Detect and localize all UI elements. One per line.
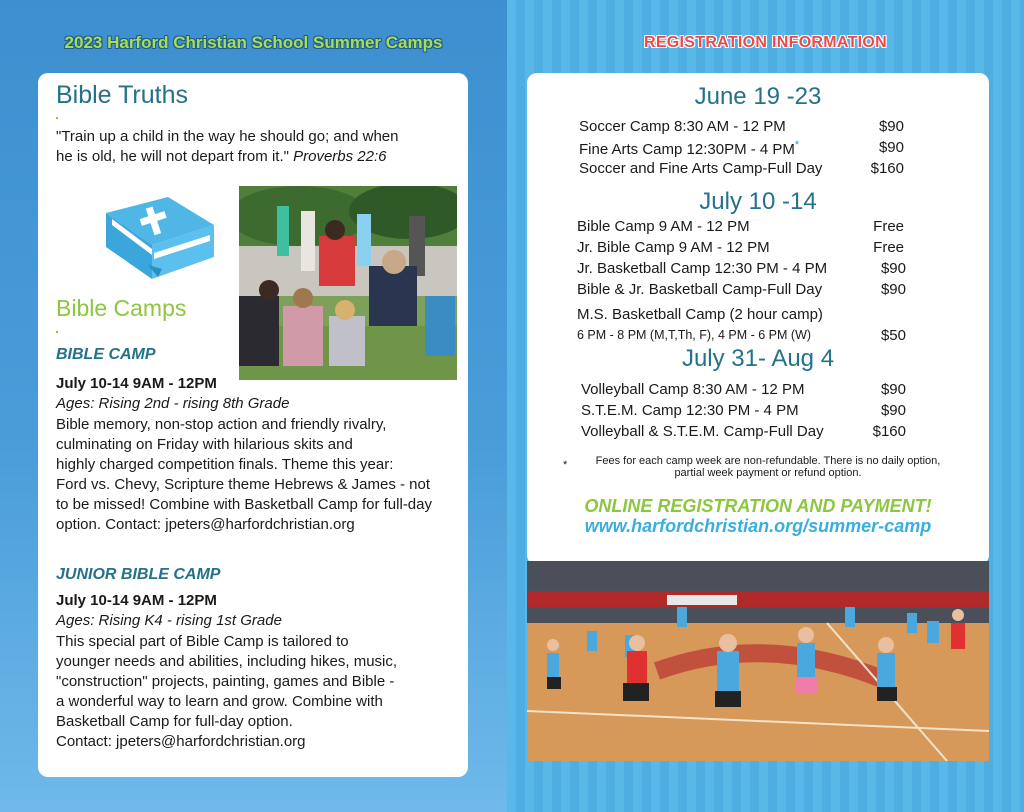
junior-camp-date: July 10-14 9AM - 12PM	[56, 592, 217, 609]
bible-camps-panel	[38, 73, 468, 777]
ms-basketball-camp: M.S. Basketball Camp (2 hour camp)	[577, 306, 823, 323]
week1-row-price: $160	[870, 160, 904, 177]
fees-note: Fees for each camp week are non-refundable. There is no daily option, partial week payment or refund option.	[595, 455, 941, 479]
week3-row-name: Volleyball Camp 8:30 AM - 12 PM	[581, 381, 805, 398]
junior-camp-ages: Ages: Rising K4 - rising 1st Grade	[56, 612, 282, 629]
bible-camp-description: Bible memory, non-stop action and friendly rivalry, culminating on Friday with hilarious skits and highly charged competition finals. Theme this year: Ford vs. Chevy, Scripture theme Hebrews & James - not to be missed! Combine with Basketball Camp for full-day option. Contact: jpeters@harfordchristian.org	[56, 416, 432, 533]
asterisk: *	[794, 139, 800, 151]
week2-row-price: Free	[873, 218, 904, 235]
online-registration-heading: ONLINE REGISTRATION AND PAYMENT!	[584, 496, 932, 516]
week3-row-name: S.T.E.M. Camp 12:30 PM - 4 PM	[581, 402, 799, 419]
registration-panel	[527, 73, 989, 565]
week1-row-name: Soccer and Fine Arts Camp-Full Day	[579, 160, 823, 177]
bible-camp-photo	[239, 186, 457, 380]
week1-row-name: Soccer Camp 8:30 AM - 12 PM	[579, 118, 786, 135]
week2-title: July 10 -14	[699, 188, 817, 215]
junior-camp-description: This special part of Bible Camp is tailored to younger needs and abilities, including hikes, music, "construction" projects, painting, games and Bible - a wonderful way to learn and grow. Combine with Basketball Camp for full-day option. Contact: jpeters@harfordchristian.org	[56, 633, 398, 750]
week3-row-price: $90	[880, 381, 906, 398]
divider-dot	[56, 117, 58, 119]
bible-camp-heading: BIBLE CAMP	[56, 346, 156, 363]
bible-camp-ages: Ages: Rising 2nd - rising 8th Grade	[56, 395, 290, 412]
week1-row-price: $90	[878, 139, 904, 156]
note-asterisk: *	[563, 459, 568, 471]
registration-url[interactable]: www.harfordchristian.org/summer-camp	[584, 516, 932, 536]
bible-camps-heading: Bible Camps	[56, 295, 187, 321]
week1-title: June 19 -23	[694, 83, 822, 110]
bible-truths-heading: Bible Truths	[56, 81, 189, 109]
ms-basketball-price: $50	[880, 327, 906, 344]
week3-title: July 31- Aug 4	[681, 345, 835, 372]
week2-row-price: $90	[880, 260, 906, 277]
scripture-reference: Proverbs 22:6	[293, 148, 387, 165]
week3-row-price: $90	[880, 402, 906, 419]
week2-row-name: Jr. Bible Camp 9 AM - 12 PM	[577, 239, 770, 256]
week2-row-name: Bible & Jr. Basketball Camp-Full Day	[577, 281, 823, 298]
divider-dot	[56, 331, 58, 333]
ms-basketball-times: 6 PM - 8 PM (M,T,Th, F), 4 PM - 6 PM (W)	[577, 328, 812, 342]
scripture-quote: "Train up a child in the way he should go; and when he is old, he will not depart from it." Proverbs 22:6	[56, 128, 399, 165]
basketball-camp-photo	[527, 561, 989, 761]
week1-row-price: $90	[878, 118, 904, 135]
bible-camp-date: July 10-14 9AM - 12PM	[56, 375, 217, 392]
brochure-title: 2023 Harford Christian School Summer Camps	[64, 33, 443, 52]
bible-book-icon	[98, 195, 216, 281]
week2-row-name: Bible Camp 9 AM - 12 PM	[577, 218, 750, 235]
week3-row-name: Volleyball & S.T.E.M. Camp-Full Day	[581, 423, 824, 440]
junior-bible-camp-heading: JUNIOR BIBLE CAMP	[56, 566, 221, 583]
week2-row-name: Jr. Basketball Camp 12:30 PM - 4 PM	[577, 260, 828, 277]
week1-row-name: Fine Arts Camp 12:30PM - 4 PM*	[579, 139, 800, 158]
week2-row-price: $90	[880, 281, 906, 298]
week2-row-price: Free	[873, 239, 904, 256]
registration-title: REGISTRATION INFORMATION	[643, 34, 888, 51]
week3-row-price: $160	[872, 423, 906, 440]
